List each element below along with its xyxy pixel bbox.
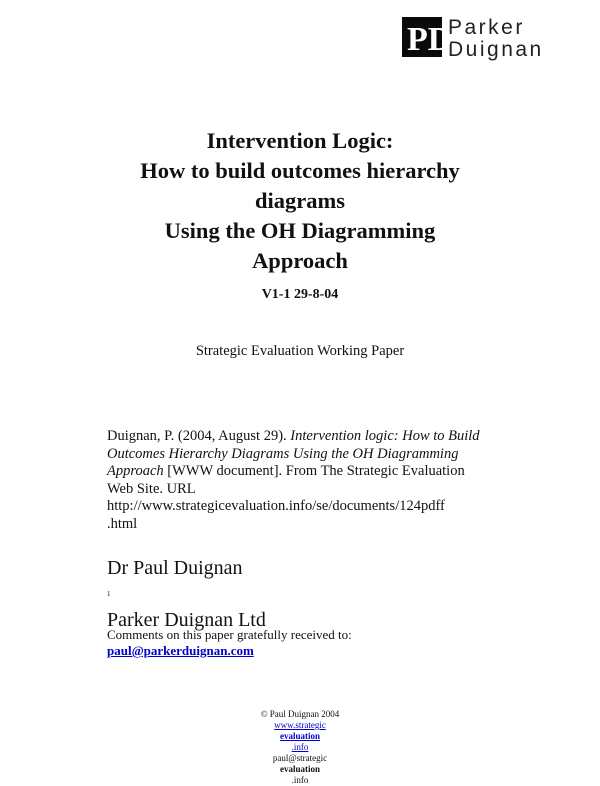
citation-line-1 <box>107 428 497 446</box>
email-suffix: .info <box>291 775 309 785</box>
working-paper-label: Strategic Evaluation Working Paper <box>195 343 405 359</box>
version-label: V1-1 29-8-04 <box>261 287 339 302</box>
title-line: diagrams <box>255 188 345 213</box>
comments-block <box>107 627 352 659</box>
citation-line-2 <box>107 446 497 464</box>
citation-url: http://www.strategicevaluation.info/se/documents/124pdff <box>107 498 445 514</box>
logo-mark-letters: PD <box>407 21 453 58</box>
site-prefix: www.strategic <box>274 720 326 730</box>
comments-text: Comments on this paper gratefully received to: <box>107 627 352 642</box>
citation-block <box>107 428 497 533</box>
citation-title: Outcomes Hierarchy Diagrams Using the OH Diagramming <box>107 445 459 462</box>
page-title <box>0 126 600 276</box>
title-line: Using the OH Diagramming <box>164 218 436 243</box>
citation-text: Duignan, P. (2004, August 29). <box>107 428 291 444</box>
site-bold: evaluation <box>279 731 320 741</box>
logo-wordmark <box>448 17 544 61</box>
author-name: Dr Paul Duignan <box>107 557 243 579</box>
title-line: Intervention Logic: <box>206 128 394 153</box>
footer-links <box>0 720 600 786</box>
citation-title: Approach <box>107 463 164 479</box>
author-block <box>107 555 266 633</box>
email-link[interactable]: paul@parkerduignan.com <box>107 643 254 658</box>
email-bold: evaluation <box>279 764 320 774</box>
pd-logo-mark <box>402 17 453 58</box>
logo-line2: Duignan <box>448 38 544 61</box>
citation-title: Intervention logic: How to Build <box>290 428 480 444</box>
site-suffix: .info <box>291 742 309 752</box>
citation-url-end: .html <box>107 515 138 532</box>
footer <box>0 709 600 786</box>
email-prefix: paul@strategic <box>272 753 328 763</box>
citation-text: [WWW document]. From The Strategic Evaluation <box>163 463 465 479</box>
parker-duignan-logo <box>402 17 544 61</box>
citation-line-3 <box>107 463 497 481</box>
title-line: Approach <box>252 248 348 273</box>
title-line: How to build outcomes hierarchy <box>140 158 460 183</box>
citation-line-4: Web Site. URL <box>107 480 196 497</box>
footer-copyright: © Paul Duignan 2004 <box>260 709 340 719</box>
logo-line1: Parker <box>448 16 525 39</box>
author-company: Parker Duignan Ltd <box>107 609 266 631</box>
footnote-mark: 1 <box>107 590 111 598</box>
author-name-line <box>107 555 266 607</box>
footer-site-link[interactable] <box>0 720 600 753</box>
